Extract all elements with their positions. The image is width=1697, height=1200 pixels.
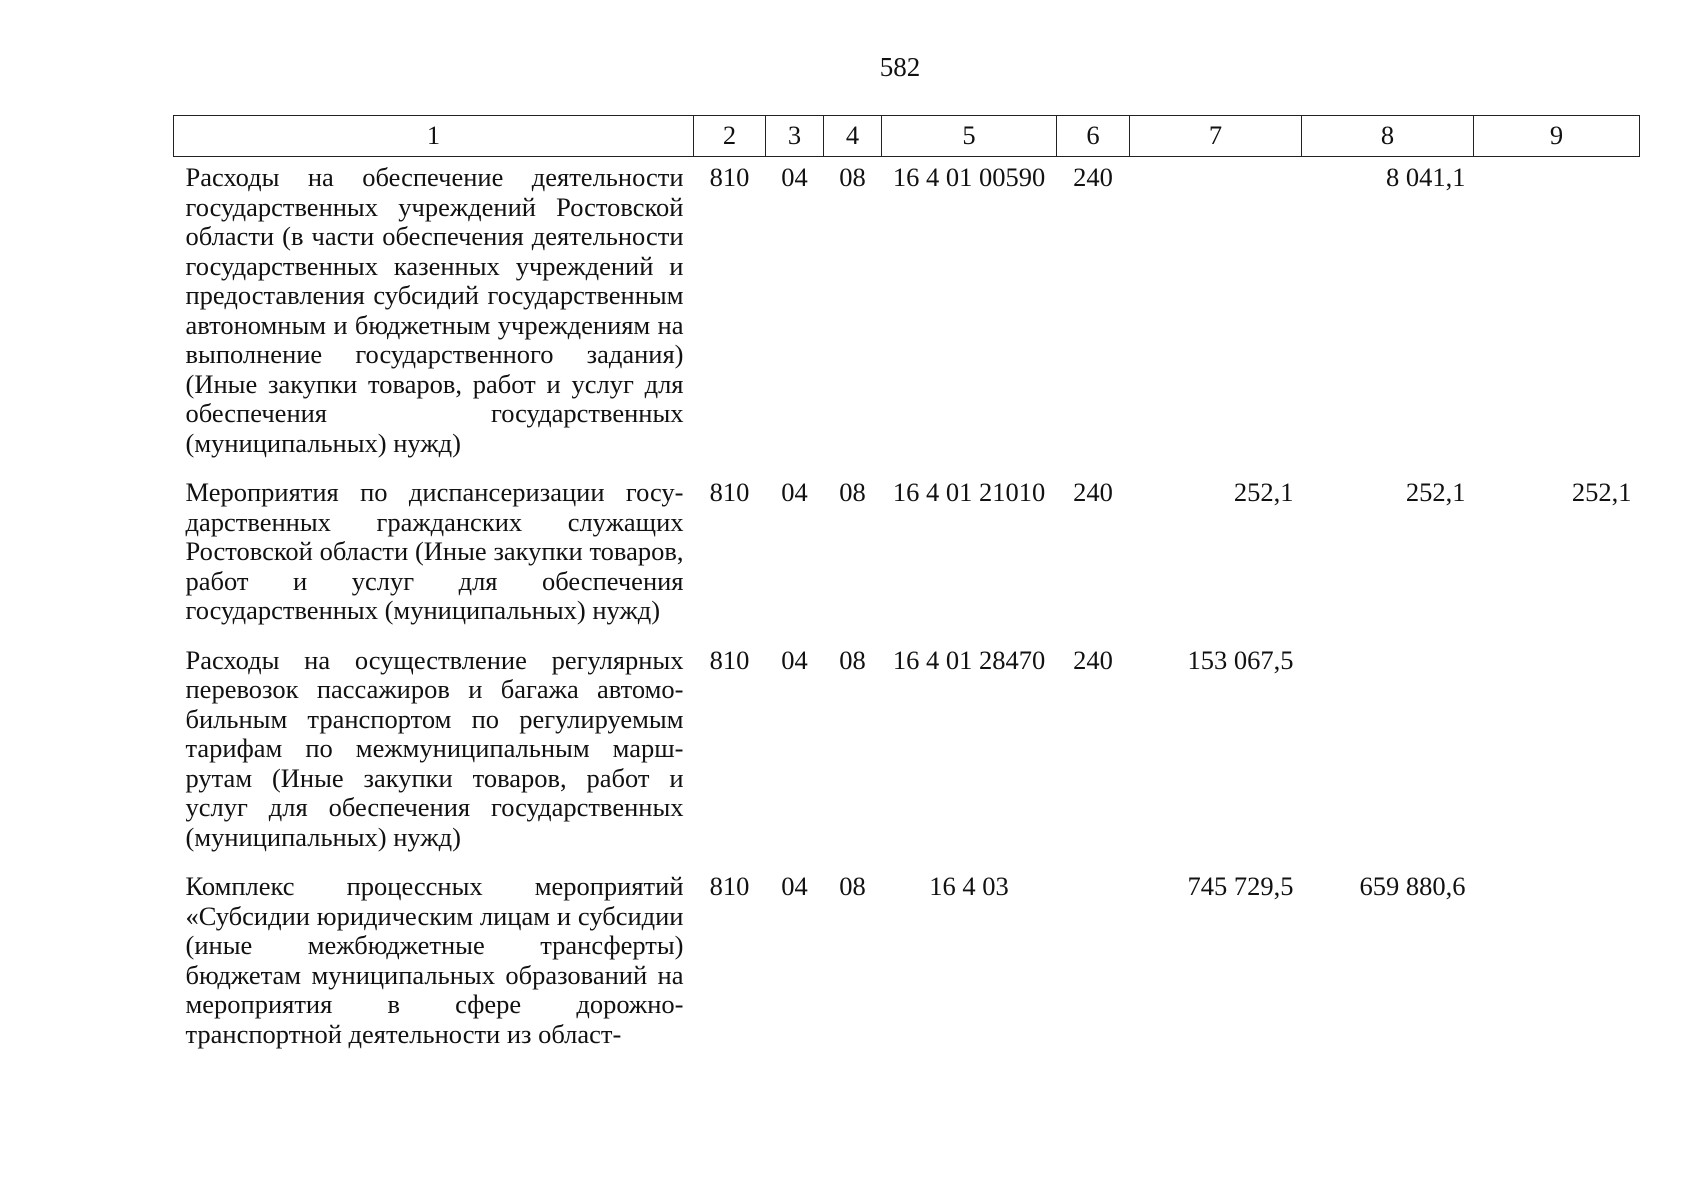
table-row [174, 866, 1640, 1063]
col-header-2: 2 [694, 116, 766, 157]
row-description: Расходы на обеспечение деятельности государственных учреждений Ростовской области (в части обеспечения деятельности государственных казенных учреждений и предоставления субсидий государственным автономным и бюджетным учреждениям на выполнение государственного задания) (Иные закупки товаров, работ и услуг для обеспечения государственных (муниципальных) нужд) [185, 162, 684, 458]
cell-target-article: 16 4 01 21010 [892, 477, 1046, 507]
col-header-1: 1 [174, 116, 694, 157]
cell-amount-col8: 659 880,6 [1359, 871, 1466, 901]
cell-ministry-code: 810 [709, 162, 750, 192]
table-row [174, 157, 1640, 473]
page-number: 582 [879, 52, 921, 82]
cell-ministry-code: 810 [709, 477, 750, 507]
cell-target-article: 16 4 03 [929, 871, 1009, 901]
col-header-5: 5 [882, 116, 1057, 157]
cell-expense-type: 240 [1073, 162, 1113, 192]
cell-expense-type: 240 [1073, 644, 1113, 675]
budget-table [173, 115, 1640, 1063]
col-header-4: 4 [824, 116, 882, 157]
cell-amount-col9: 252,1 [1571, 477, 1632, 507]
cell-target-article: 16 4 01 28470 [892, 644, 1046, 675]
cell-expense-type: 240 [1073, 477, 1113, 507]
cell-amount-col9 [1474, 866, 1640, 1063]
cell-amount-col7: 252,1 [1233, 477, 1294, 507]
cell-ministry-code: 810 [709, 871, 750, 901]
cell-ministry-code: 810 [709, 644, 750, 675]
col-header-9: 9 [1474, 116, 1640, 157]
column-header-row [174, 116, 1640, 157]
col-header-7: 7 [1130, 116, 1302, 157]
cell-section: 04 [781, 162, 808, 192]
table-row [174, 640, 1640, 867]
col-header-3: 3 [766, 116, 824, 157]
cell-section: 04 [781, 871, 808, 901]
cell-subsection: 08 [839, 162, 866, 192]
cell-section: 04 [781, 644, 808, 675]
cell-section: 04 [781, 477, 808, 507]
cell-amount-col7: 153 067,5 [1187, 644, 1294, 675]
cell-amount-col7: 745 729,5 [1187, 871, 1294, 901]
col-header-6: 6 [1057, 116, 1130, 157]
cell-target-article: 16 4 01 00590 [892, 162, 1046, 192]
col-header-8: 8 [1302, 116, 1474, 157]
row-description: Расходы на осуществление регулярных перевозок пассажиров и багажа автомобильным транспортом по регулируемым тарифам по межмуниципальным маршрутам (Иные закупки товаров, работ и услуг для обеспечения государственных (муниципальных) нужд) [185, 644, 684, 852]
cell-amount-col9 [1474, 157, 1640, 473]
cell-subsection: 08 [839, 644, 866, 675]
table-row [174, 472, 1640, 640]
cell-amount-col8: 252,1 [1405, 477, 1466, 507]
row-description: Комплекс процессных мероприятий «Субсидии юридическим лицам и субсидии (иные межбюджетные трансферты) бюджетам муниципальных образований на мероприятия в сфере дорожно-транспортной деятельности из област- [185, 871, 684, 1049]
cell-subsection: 08 [839, 477, 866, 507]
cell-expense-type [1057, 866, 1130, 1063]
cell-amount-col8 [1302, 640, 1474, 867]
cell-subsection: 08 [839, 871, 866, 901]
cell-amount-col8: 8 041,1 [1386, 162, 1466, 192]
cell-amount-col9 [1474, 640, 1640, 867]
row-description: Мероприятия по диспансеризации государственных гражданских служащих Ростовской области (Иные закупки товаров, работ и услуг для обеспечения государственных (муниципальных) нужд) [185, 477, 684, 625]
cell-amount-col7 [1130, 157, 1302, 473]
